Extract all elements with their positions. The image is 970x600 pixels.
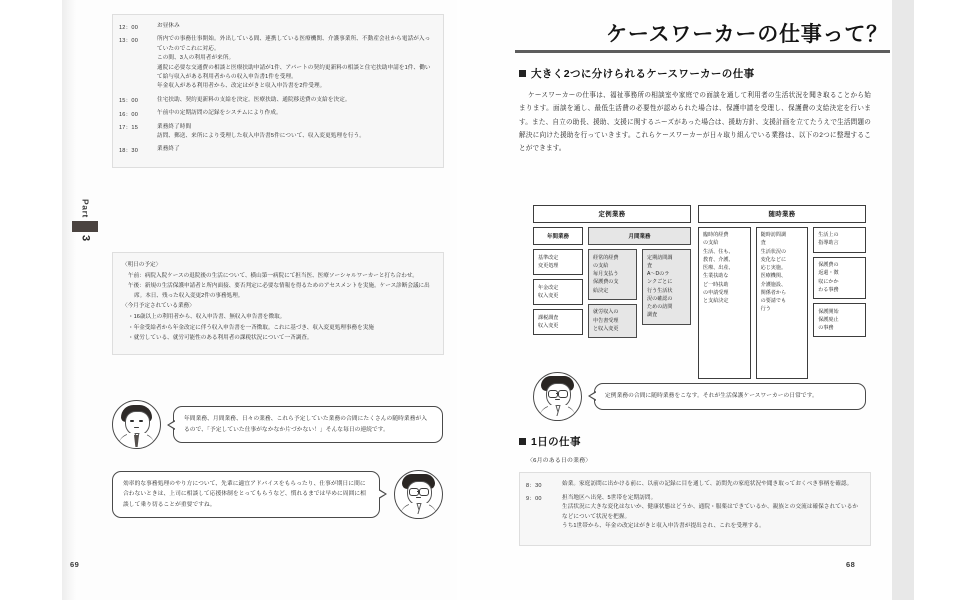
diagram-column-regular bbox=[533, 227, 691, 379]
diagram-annual-header bbox=[533, 227, 583, 246]
section-2-subcaption: 〈6月のある日の業務〉 bbox=[527, 458, 592, 464]
right-schedule-table bbox=[519, 472, 871, 546]
part-tab-word: Part bbox=[80, 198, 91, 218]
month-line-3: ・就労している、就労可能性のある利用者の課税状況について一斉調査。 bbox=[128, 335, 313, 342]
diagram-monthly-header bbox=[588, 227, 691, 246]
speech-bubble-right bbox=[594, 383, 866, 409]
schedule-time: 18：30 bbox=[119, 147, 139, 154]
bubble-tail-left-icon bbox=[167, 420, 175, 430]
left-bubble-2 bbox=[112, 470, 444, 519]
schedule-time: 17：15 bbox=[119, 125, 139, 132]
diagram-header-adhoc: 随時業務 bbox=[698, 205, 866, 223]
diagram-cell: 随時訪問調 査 生活状況の 変化などに 応じ実施。 医療機関、 介護施設、 関係者から の要請でも 行う bbox=[756, 227, 809, 379]
schedule-text: 担当地区へ出発、5世帯を定期訪問。 生活状況に大きな変化はないか、健康状態はどうか、通院・服薬はできているか、親族との交流は確保されているかなどについて状況を把握。 うち1世帯から、年金の改定はがきと収入申告書が提出され、これを受理する。 bbox=[562, 494, 859, 529]
page-number-left: 69 bbox=[70, 560, 80, 569]
schedule-text: 始業。家庭訪問に出かける前に、以前の記録に目を通して、訪問先の家庭状況や聞き取っておくべき事柄を確認。 bbox=[562, 481, 853, 487]
speech-bubble-advisor bbox=[112, 471, 380, 517]
left-schedule-table bbox=[112, 14, 444, 168]
title-underline bbox=[515, 50, 890, 53]
page-number-right: 68 bbox=[846, 560, 856, 569]
right-bubble bbox=[533, 372, 866, 421]
schedule-text: 所内での事務仕事開始。外出している間、連携している医療機関、介護事業所、不動産会社から電話が入っていたのでこれに対応。 この間、3人の利用者が来所。 通院に必要な交通費の相談と医療扶助申請が1件、アパートの契約更新料の相談と住宅扶助申請を1件、働いて給与収入がある利用者からの収入申告書1件を受理。 年金収入がある利用者から、改定はがきと収入申告書を2件受理。 bbox=[157, 36, 431, 90]
tomorrow-line-1: 午前：病院入院ケースの退院後の生活について、横山第一病院にて担当医、医療ソーシャルワーカーと打ち合わせ。 bbox=[128, 272, 418, 279]
right-outer-margin bbox=[914, 0, 970, 600]
diagram-cell: 生活上の 指導助言 bbox=[813, 227, 866, 253]
table-row bbox=[526, 480, 861, 490]
bullet-square-icon-2 bbox=[519, 438, 526, 445]
diagram-cell: 保護開始 保護廃止 の事務 bbox=[813, 303, 866, 337]
duties-diagram bbox=[533, 205, 866, 379]
table-row bbox=[119, 35, 435, 91]
left-outer-margin bbox=[0, 0, 62, 600]
table-row bbox=[119, 123, 435, 142]
diagram-monthly-col-2 bbox=[642, 249, 691, 338]
gutter-shadow bbox=[62, 0, 76, 600]
table-row bbox=[119, 22, 435, 31]
month-line-1: ・16歳以上の利用者から、収入申告書、無収入申告書を徴取。 bbox=[128, 314, 286, 321]
table-row bbox=[119, 109, 435, 118]
month-heading: 〈今月予定されている業務〉 bbox=[122, 303, 195, 310]
table-row bbox=[526, 494, 861, 532]
diagram-adhoc-col-1 bbox=[698, 227, 751, 379]
diagram-cell: 基準改定 変更処理 bbox=[533, 249, 583, 275]
heading-section-1 bbox=[519, 66, 755, 81]
table-row bbox=[119, 96, 435, 105]
avatar-senior-advisor-right bbox=[533, 372, 582, 421]
month-line-2: ・年金受給者から年金改定に伴う収入申告書を一斉徴取。これに基づき、収入変更処理事務を実施 bbox=[128, 324, 374, 331]
diagram-cell: 定期訪問調 査 A～Dのラ ンクごとに 行う生活状 況の確認の ための訪問 調査 bbox=[642, 249, 691, 325]
diagram-cell: 課税調査 収入変更 bbox=[533, 309, 583, 335]
diagram-adhoc-col-2 bbox=[756, 227, 809, 379]
diagram-column-adhoc bbox=[698, 227, 866, 379]
table-row bbox=[119, 145, 435, 154]
schedule-time: 9：00 bbox=[526, 496, 542, 502]
schedule-time: 16：00 bbox=[119, 111, 139, 118]
schedule-text: 業務終了時間 訪問、郵送、来所により受理した収入申告書5件について、収入変更処理を行う。 bbox=[157, 123, 365, 139]
bullet-square-icon bbox=[519, 70, 526, 77]
part-tab-number: 3 bbox=[79, 234, 92, 242]
schedule-time: 12：00 bbox=[119, 24, 139, 31]
heading-section-2-text: 1日の仕事 bbox=[531, 436, 581, 448]
diagram-annual-header-text: 年間業務 bbox=[546, 233, 569, 240]
avatar-male-caseworker bbox=[112, 400, 161, 449]
schedule-time: 15：00 bbox=[119, 98, 139, 105]
tomorrow-line-2: 午後：新規の生活保護申請者と所内面接、要否判定に必要な情報を得るためのアセスメントを実施。ケース診断会議に出席。本日、残った収入変更2件の事務処理。 bbox=[128, 283, 430, 299]
diagram-adhoc-col-3 bbox=[813, 227, 866, 379]
speech-bubble-caseworker bbox=[173, 406, 443, 442]
bubble-tail-right-icon bbox=[379, 489, 387, 499]
page-title: ケースワーカーの仕事って？ bbox=[606, 23, 888, 46]
left-bubble-1 bbox=[112, 400, 444, 449]
diagram-cell: 臨時的経費 の支給 生活、住も、 教育、介護、 医療、出産、 生業扶助な ど一時扶助 の申請受理 と支給決定 bbox=[698, 227, 751, 379]
schedule-time: 13：00 bbox=[119, 37, 139, 44]
avatar-senior-advisor bbox=[394, 470, 443, 519]
section-1-body bbox=[519, 89, 871, 156]
schedule-text: 午前中の定期訪問の記録をシステムにより作成。 bbox=[157, 110, 282, 117]
diagram-cell: 保護費の 返還・徴 収にかか わる事務 bbox=[813, 257, 866, 300]
tomorrow-heading: 〈明日の予定〉 bbox=[122, 262, 162, 268]
diagram-monthly-header-text: 月間業務 bbox=[628, 233, 651, 240]
bubble-text-right: 定例業務の合間に随時業務をこなす。それが生活保護ケースワーカーの日常です。 bbox=[605, 393, 818, 400]
heading-section-2 bbox=[519, 434, 581, 449]
section-1-paragraph: ケースワーカーの仕事は、福祉事務所の相談室や家庭での面談を通して利用者の生活状況を聞き取ることから始まります。面談を通し、最低生活費の必要性が認められた場合は、保護申請を受理し、保護費の支給決定を行います。また、自立の助長、援助、支援に関するニーズがあった場合は、援助方針、支援計画を立てたうえで生活問題の解決に向けた援助を行っていきます。これらケースワーカーが日々取り組んでいる業務は、以下の2つに整理することができます。 bbox=[519, 92, 871, 153]
schedule-text: 住宅扶助、契約更新料の支給を決定。医療扶助、通院移送費の支給を決定。 bbox=[157, 96, 351, 103]
diagram-cell: 年金改定 収入変更 bbox=[533, 279, 583, 305]
part-tab bbox=[72, 178, 98, 262]
left-note-block bbox=[112, 252, 444, 355]
schedule-text: 業務終了 bbox=[157, 146, 180, 153]
diagram-cell: 経常的経費 の支給 毎月支払う 保護費の支 給決定 bbox=[588, 249, 637, 300]
schedule-text: お昼休み bbox=[157, 23, 180, 29]
right-edge-strip bbox=[892, 0, 914, 600]
diagram-cell: 就労収入の 申告書受理 と収入変更 bbox=[588, 304, 637, 338]
diagram-annual-items bbox=[533, 249, 583, 335]
diagram-header-regular: 定例業務 bbox=[533, 205, 691, 223]
bubble-text-advisor: 効率的な事務処理のやり方について、先輩に適宜アドバイスをもらったり、仕事が期日に間に合わないときは、上司に相談して応援体制をとってもらうなど、慣れるまでは早めに周囲に相談して乗り切ることが重要ですね。 bbox=[123, 481, 366, 508]
part-tab-bar bbox=[72, 221, 98, 232]
bubble-tail-left-icon-right bbox=[588, 391, 596, 401]
bubble-text-caseworker: 年間業務、月間業務、日々の業務、これら予定していた業務の合間にたくさんの随時業務が入るので、「予定していた仕事がなかなか片づかない！」そんな毎日の連続です。 bbox=[184, 416, 428, 433]
schedule-time: 8：30 bbox=[526, 482, 542, 489]
heading-section-1-text: 大きく2つに分けられるケースワーカーの仕事 bbox=[531, 68, 755, 80]
diagram-monthly-col-1 bbox=[588, 249, 637, 338]
